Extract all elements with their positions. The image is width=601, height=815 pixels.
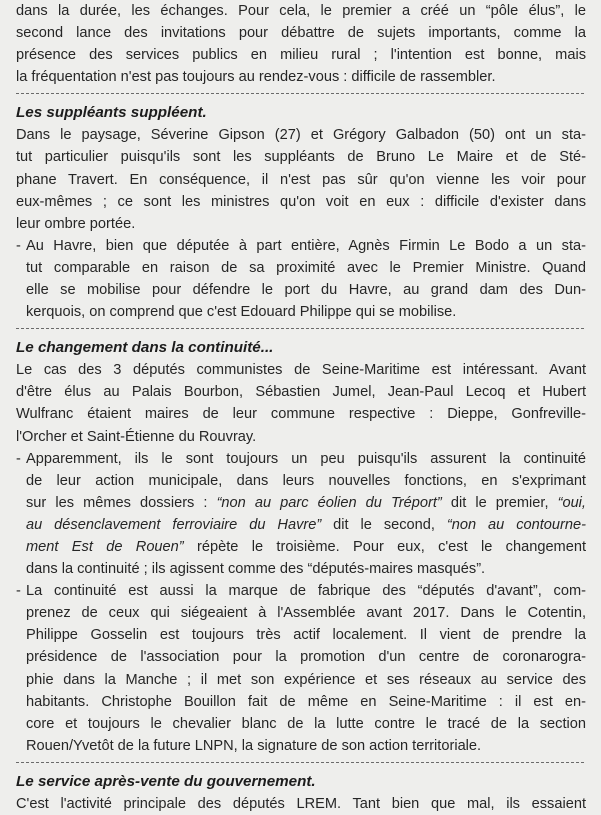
text-line: kerquois, on comprend que c'est Edouard Philippe qui se mobilise. — [26, 304, 457, 321]
bullet-dash: - — [16, 583, 21, 600]
text-line: Le cas des 3 députés communistes de Seine-Maritime est intéressant. Avant — [16, 362, 586, 379]
text-column — [16, 0, 586, 815]
text-line: tut comparable en raison de sa proximité avec le Premier Ministre. Quand — [26, 259, 586, 276]
paragraph — [16, 793, 586, 815]
text-line: - Au Havre, bien que députée à part entière, Agnès Firmin Le Bodo a un sta- — [16, 235, 586, 257]
text-line: présence des services publics en milieu rural ; l'intention est bonne, mais — [16, 47, 586, 64]
text-line: sur les mêmes dossiers : “non au parc éolien du Tréport” dit le premier, “oui, — [26, 494, 586, 511]
text-line: l'Orcher et Saint-Étienne du Rouvray. — [16, 428, 257, 445]
text-line: core et toujours le chevalier blanc de la lutte contre le tracé de la section — [26, 715, 586, 732]
section-divider — [16, 93, 584, 94]
bullet-item — [16, 580, 586, 757]
text-line: tut particulier puisqu'ils sont les suppléants de Bruno Le Maire et de Sté- — [16, 149, 586, 166]
text-line: présidence de l'association pour la promotion d'un centre de coronarogra- — [26, 649, 586, 666]
text-line: phie dans la Manche ; il met son expérience et ses réseaux au service des — [26, 671, 586, 688]
text-line: eux-mêmes ; ce sont les ministres qu'on voit en eux : difficile d'exister dans — [16, 193, 586, 210]
section-divider — [16, 328, 584, 329]
text-line: phane Travert. En conséquence, il n'est pas sûr qu'on vienne les voir pour — [16, 171, 586, 188]
text-line: - La continuité est aussi la marque de fabrique des “députés d'avant”, com- — [16, 580, 586, 602]
section-service-apres-vente — [16, 770, 586, 815]
text-line: la fréquentation n'est pas toujours au rendez-vous : difficile de rassembler. — [16, 69, 496, 86]
paragraph — [16, 359, 586, 447]
text-line: leur ombre portée. — [16, 215, 136, 232]
text-line: au désenclavement ferroviaire du Havre” dit le second, “non au contourne- — [26, 516, 586, 533]
section-continuite — [16, 336, 586, 757]
section-suppleants — [16, 101, 586, 323]
text-line: habitants. Christophe Bouillon fait de même en Seine-Maritime : il est en- — [26, 693, 586, 710]
quote: ment Est de Rouen” — [26, 538, 184, 555]
text-line: ment Est de Rouen” répète le troisième. Pour eux, c'est le changement — [26, 538, 587, 555]
text-line: Wulfranc étaient maires de leur commune respective : Dieppe, Gonfreville- — [16, 406, 586, 423]
quote: “oui, — [557, 494, 586, 511]
section-divider — [16, 762, 584, 763]
text-line: d'être élus au Palais Bourbon, Sébastien Jumel, Jean-Paul Lecoq et Hubert — [16, 384, 586, 401]
text-line: C'est l'activité principale des députés LREM. Tant bien que mal, ils essaient — [16, 795, 586, 812]
section-heading: Le service après-vente du gouvernement. — [16, 772, 316, 790]
bullet-dash: - — [16, 237, 21, 254]
text-line: - Apparemment, ils le sont toujours un peu puisqu'ils assurent la continuité — [16, 448, 586, 470]
text-line: dans la durée, les échanges. Pour cela, le premier a créé un “pôle élus”, le — [16, 3, 586, 19]
bullet-item — [16, 448, 586, 581]
intro-paragraph — [16, 0, 586, 88]
paragraph — [16, 124, 586, 234]
bullet-dash: - — [16, 450, 21, 467]
text-line: prenez de ceux qui siégeaient à l'Assemblée avant 2017. Dans le Cotentin, — [26, 605, 586, 622]
quote: “non au contourne- — [446, 516, 586, 533]
quote: au désenclavement ferroviaire du Havre” — [26, 516, 322, 533]
text-line: elle se mobilise pour défendre le port du Havre, au grand dam des Dun- — [26, 282, 586, 299]
text-line: dans la continuité ; ils agissent comme des “députés-maires masqués”. — [26, 561, 486, 578]
section-heading: Le changement dans la continuité... — [16, 339, 274, 357]
text-line: de leur action municipale, dans leurs nouvelles fonctions, en s'exprimant — [26, 472, 586, 489]
text-line: Dans le paysage, Séverine Gipson (27) et Grégory Galbadon (50) ont un sta- — [16, 127, 586, 144]
quote: “non au parc éolien du Tréport” — [216, 494, 442, 511]
text-line: Rouen/Yvetôt de la future LNPN, la signature de son action territoriale. — [26, 737, 482, 754]
text-line: Philippe Gosselin est toujours très actif localement. Il vient de prendre la — [26, 627, 586, 644]
section-heading: Les suppléants suppléent. — [16, 104, 207, 122]
bullet-item — [16, 235, 586, 323]
text-line: second lance des invitations pour débattre de sujets importants, comme la — [16, 25, 586, 42]
